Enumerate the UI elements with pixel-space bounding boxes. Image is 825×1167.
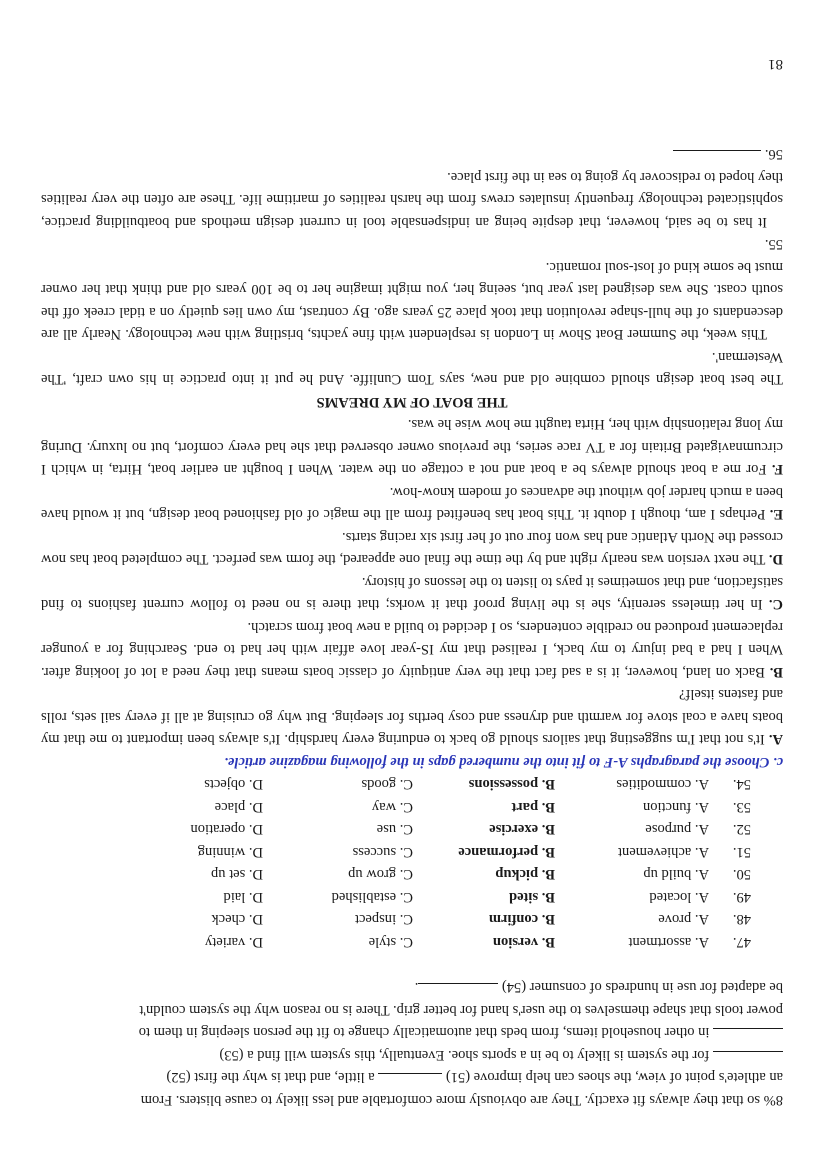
option-c[interactable]: C. inspect bbox=[355, 911, 413, 928]
gap-55-line bbox=[41, 233, 783, 256]
option-a[interactable]: A. located bbox=[649, 889, 709, 905]
section-instruction: c. Choose the paragraphs A-F to fit into the numbered gaps in the following magazine article. bbox=[224, 754, 783, 770]
option-a[interactable]: A. function bbox=[642, 799, 709, 815]
paragraph-label: F. bbox=[771, 461, 783, 478]
option-row bbox=[41, 908, 783, 931]
paragraph-label: C. bbox=[768, 596, 783, 613]
question-number: 48. bbox=[732, 911, 751, 928]
passage-line bbox=[41, 1021, 783, 1044]
option-b[interactable]: B. performance bbox=[458, 844, 555, 860]
option-d[interactable]: D. operation bbox=[190, 821, 263, 838]
passage-line bbox=[41, 1044, 783, 1067]
passage-line-text: for the system is likely to be in a sports shoe. Eventually, this system will find a (53) bbox=[219, 1047, 710, 1063]
option-a[interactable]: A. prove bbox=[658, 911, 709, 928]
option-d[interactable]: D. set up bbox=[211, 866, 263, 883]
gap-number: 56. bbox=[764, 146, 783, 163]
option-row bbox=[41, 796, 783, 819]
option-c[interactable]: C. goods bbox=[361, 776, 413, 793]
gap-54-blank[interactable] bbox=[418, 984, 498, 985]
option-b[interactable]: B. pickup bbox=[495, 866, 555, 883]
option-a[interactable]: A. commodities bbox=[616, 776, 709, 793]
paragraph-label: A. bbox=[768, 731, 783, 748]
gap-53-blank[interactable] bbox=[713, 1029, 783, 1030]
question-number: 49. bbox=[732, 889, 751, 905]
passage-line-text: a little, and that is why the first (52) bbox=[166, 1069, 375, 1086]
gap-52-blank[interactable] bbox=[713, 1051, 783, 1052]
option-d[interactable]: D. check bbox=[211, 911, 263, 928]
option-d[interactable]: D. variety bbox=[205, 934, 263, 950]
option-b[interactable]: B. version bbox=[492, 934, 555, 950]
option-row bbox=[41, 863, 783, 886]
option-row bbox=[41, 931, 783, 954]
paragraph-text: In her timeless serenity, she is the living proof that it works; that there is no need to follow current fashions to find satisfaction, and that sometimes it pays to listen to the lessons of history. bbox=[40, 574, 783, 613]
option-d[interactable]: D. objects bbox=[204, 776, 263, 793]
passage-line bbox=[41, 1066, 783, 1089]
option-c[interactable]: C. established bbox=[331, 889, 413, 905]
article-title: THE BOAT OF MY DREAMS bbox=[316, 394, 508, 410]
option-a[interactable]: A. achievement bbox=[618, 844, 709, 860]
paragraph-text: It's not that I'm suggesting that sailors should go back to enduring every hardship. It's always been important to me that my boats have a coal stove for warmth and dryness and cosy berths for sleeping. But why go cruising at all if every sail sets, rolls and fastens itself? bbox=[40, 686, 783, 748]
paragraph-text: Back on land, however, it is a sad fact that the very antiquity of classic boats means that they need a lot of looking after. When I had a bad injury to my back, I realised that my IS-year love affair with her had to end. Searching for a younger replacement produced no credible contenders, so I decided to build a new boat from scratch. bbox=[40, 619, 783, 680]
question-number: 52. bbox=[732, 821, 751, 838]
option-d[interactable]: D. place bbox=[214, 799, 263, 815]
option-c[interactable]: C. grow up bbox=[348, 866, 413, 883]
article-paragraph: This week, the Summer Boat Show in London is resplendent with fine yachts, bristling with new technology. Nearly all are descendants of the hull-shape revolution that took place 25 years ago. By contrast, my own lies quietly on a tidal creek off the south coast. She was designed last year but, seeing her, you might imagine her to be 100 years old and think that her owner must be some kind of lost-soul romantic. bbox=[41, 259, 783, 343]
paragraph-f[interactable] bbox=[41, 413, 783, 481]
option-b[interactable]: B. exercise bbox=[489, 821, 555, 838]
option-b[interactable]: B. possessions bbox=[468, 776, 555, 793]
gap-56-blank[interactable] bbox=[673, 151, 761, 152]
gap-56-line bbox=[41, 143, 783, 166]
paragraph-text: The next version was nearly right and by the time the final one appeared, the form was perfect. The completed boat has now crossed the North Atlantic and has won four out of her first six racing starts. bbox=[41, 529, 783, 568]
article-paragraph: It has to be said, however, that despite being an indispensable tool in current design methods and boatbuilding practice, sophisticated technology frequently insulates crews from the harsh realities of maritime life. These are often the very realities they hoped to rediscover by going to sea in the first place. bbox=[41, 169, 783, 230]
question-number: 54. bbox=[732, 776, 751, 793]
option-d[interactable]: D. laid bbox=[223, 889, 263, 905]
paragraph-b[interactable] bbox=[41, 616, 783, 684]
article-intro: The best boat design should combine old and new, says Tom Cunliffe. And he put it into practice in his own craft, 'The Westerman'. bbox=[41, 349, 783, 388]
option-c[interactable]: C. style bbox=[368, 934, 413, 950]
gapped-text-section bbox=[41, 143, 783, 773]
passage-line: be adapted for use in hundreds of consumer (54) . bbox=[414, 979, 783, 996]
option-d[interactable]: D. winning bbox=[197, 844, 263, 860]
option-row bbox=[41, 818, 783, 841]
option-row bbox=[41, 773, 783, 796]
page-number: 81 bbox=[768, 56, 783, 72]
paragraph-c[interactable] bbox=[41, 571, 783, 616]
passage-line-text: an athlete's point of view, the shoes can help improve (51) bbox=[445, 1069, 783, 1086]
paragraph-e[interactable] bbox=[41, 481, 783, 526]
paragraph-text: For me a boat should always be a boat and not a cottage on the water. When I bought an earlier boat, Hirta, in which I circumnavigated Britain for a TV race series, the previous owner observed that she had every comfort, but no luxury. During my long relationship with her, Hirta taught me how wise he was. bbox=[41, 416, 783, 478]
question-number: 47. bbox=[732, 934, 751, 950]
option-b[interactable]: B. sited bbox=[509, 889, 555, 905]
option-a[interactable]: A. build up bbox=[643, 866, 709, 883]
paragraph-d[interactable] bbox=[41, 526, 783, 571]
option-b[interactable]: B. part bbox=[511, 799, 555, 815]
passage-continuation bbox=[41, 976, 783, 1111]
options-list bbox=[41, 773, 783, 953]
option-c[interactable]: C. success bbox=[352, 844, 413, 860]
paragraph-label: B. bbox=[769, 664, 783, 680]
question-number: 53. bbox=[732, 799, 751, 815]
passage-line-text: be adapted for use in hundreds of consumer (54) bbox=[501, 979, 783, 996]
option-a[interactable]: A. assortment bbox=[628, 934, 709, 950]
option-a[interactable]: A. purpose bbox=[645, 821, 709, 838]
option-row bbox=[41, 841, 783, 864]
paragraph-label: D. bbox=[768, 551, 783, 568]
option-c[interactable]: C. use bbox=[376, 821, 413, 838]
option-row bbox=[41, 886, 783, 909]
option-c[interactable]: C. way bbox=[371, 799, 413, 815]
gap-51-blank[interactable] bbox=[378, 1074, 442, 1075]
paragraph-a[interactable] bbox=[41, 683, 783, 751]
passage-line: 8% so that they always fit exactly. They are obviously more comfortable and less likely to cause blisters. From bbox=[140, 1092, 783, 1108]
paragraph-text: Perhaps I am, though I doubt it. This boat has benefited from all the magic of old fashioned boat design, but it would have been a much harder job without the advances of modem know-how. bbox=[40, 484, 783, 523]
paragraph-label: E. bbox=[769, 506, 783, 523]
question-number: 50. bbox=[732, 866, 751, 883]
gap-number: 55. bbox=[764, 236, 783, 253]
passage-line: power tools that shape themselves to the user's hand for better grip. There is no reason why the system couldn't bbox=[139, 1002, 783, 1018]
option-b[interactable]: B. confirm bbox=[488, 911, 555, 928]
passage-line-text: in other household items, from beds that automatically change to fit the person sleeping in them to bbox=[138, 1024, 710, 1041]
question-number: 51. bbox=[732, 844, 751, 860]
